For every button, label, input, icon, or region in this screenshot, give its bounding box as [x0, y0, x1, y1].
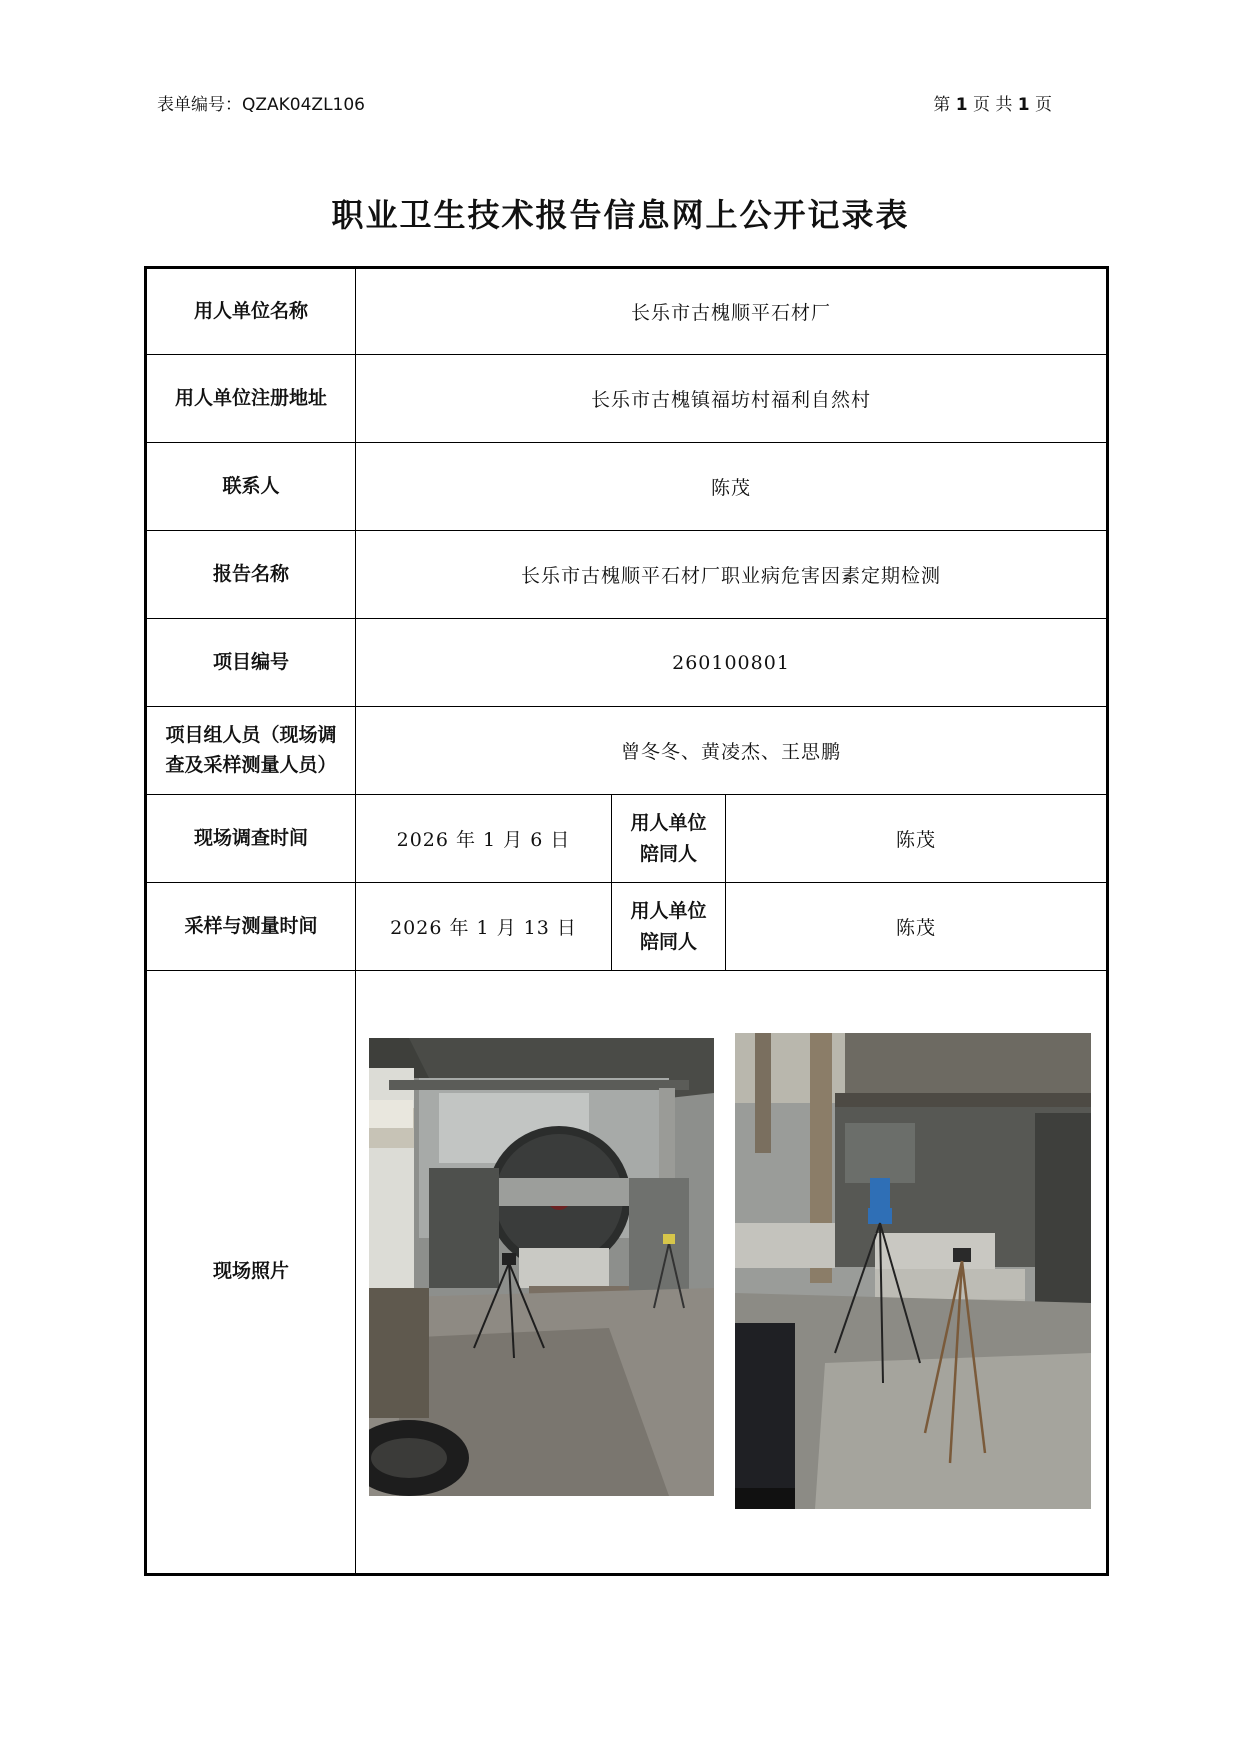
employer-name-label: 用人单位名称	[146, 268, 356, 355]
photos-cell	[356, 971, 1108, 1575]
survey-companion-label-line1: 用人单位	[630, 812, 707, 835]
team-label-line2: 查及采样测量人员）	[165, 753, 337, 776]
page-suffix: 页	[1035, 95, 1052, 115]
survey-companion-label	[612, 795, 726, 883]
sampling-companion-value: 陈茂	[726, 883, 1108, 971]
project-no-label: 项目编号	[146, 619, 356, 707]
page-mid: 页 共	[972, 95, 1013, 115]
team-label	[146, 707, 356, 795]
site-photo-saw-image	[369, 1038, 714, 1496]
sampling-companion-label	[612, 883, 726, 971]
contact-label: 联系人	[146, 443, 356, 531]
team-value: 曾冬冬、黄凌杰、王思鹏	[356, 707, 1108, 795]
form-number: 表单编号：QZAK04ZL106	[157, 95, 366, 115]
site-photo-saw	[369, 1038, 714, 1496]
sampling-companion-label-line2: 陪同人	[639, 930, 697, 953]
page-indicator	[933, 90, 1052, 115]
report-name-value: 长乐市古槐顺平石材厂职业病危害因素定期检测	[356, 531, 1108, 619]
site-photo-instruments-image	[735, 1033, 1091, 1509]
employer-address-value: 长乐市古槐镇福坊村福利自然村	[356, 355, 1108, 443]
row-survey-time	[146, 795, 1108, 883]
survey-companion-value: 陈茂	[726, 795, 1108, 883]
document-title: 职业卫生技术报告信息网上公开记录表	[331, 196, 910, 234]
row-project-no	[146, 619, 1108, 707]
site-photo-instruments	[735, 1033, 1091, 1509]
record-table	[144, 266, 1109, 1576]
row-employer-name	[146, 268, 1108, 355]
survey-time-value: 2026 年 1 月 6 日	[356, 795, 612, 883]
page-current: 1	[955, 95, 968, 115]
page-total: 1	[1017, 95, 1030, 115]
employer-name-value: 长乐市古槐顺平石材厂	[356, 268, 1108, 355]
sampling-companion-label-line1: 用人单位	[630, 900, 707, 923]
employer-address-label: 用人单位注册地址	[146, 355, 356, 443]
project-no-value: 260100801	[356, 619, 1108, 707]
contact-value: 陈茂	[356, 443, 1108, 531]
row-photos	[146, 971, 1108, 1575]
team-label-line1: 项目组人员（现场调	[165, 724, 337, 747]
sampling-time-label: 采样与测量时间	[146, 883, 356, 971]
page-prefix: 第	[933, 95, 951, 115]
row-employer-address	[146, 355, 1108, 443]
row-team	[146, 707, 1108, 795]
photos-label: 现场照片	[146, 971, 356, 1575]
row-sampling-time	[146, 883, 1108, 971]
survey-time-label: 现场调查时间	[146, 795, 356, 883]
photos-container	[356, 971, 1106, 1573]
report-name-label: 报告名称	[146, 531, 356, 619]
row-report-name	[146, 531, 1108, 619]
row-contact	[146, 443, 1108, 531]
sampling-time-value: 2026 年 1 月 13 日	[356, 883, 612, 971]
survey-companion-label-line2: 陪同人	[639, 842, 697, 865]
